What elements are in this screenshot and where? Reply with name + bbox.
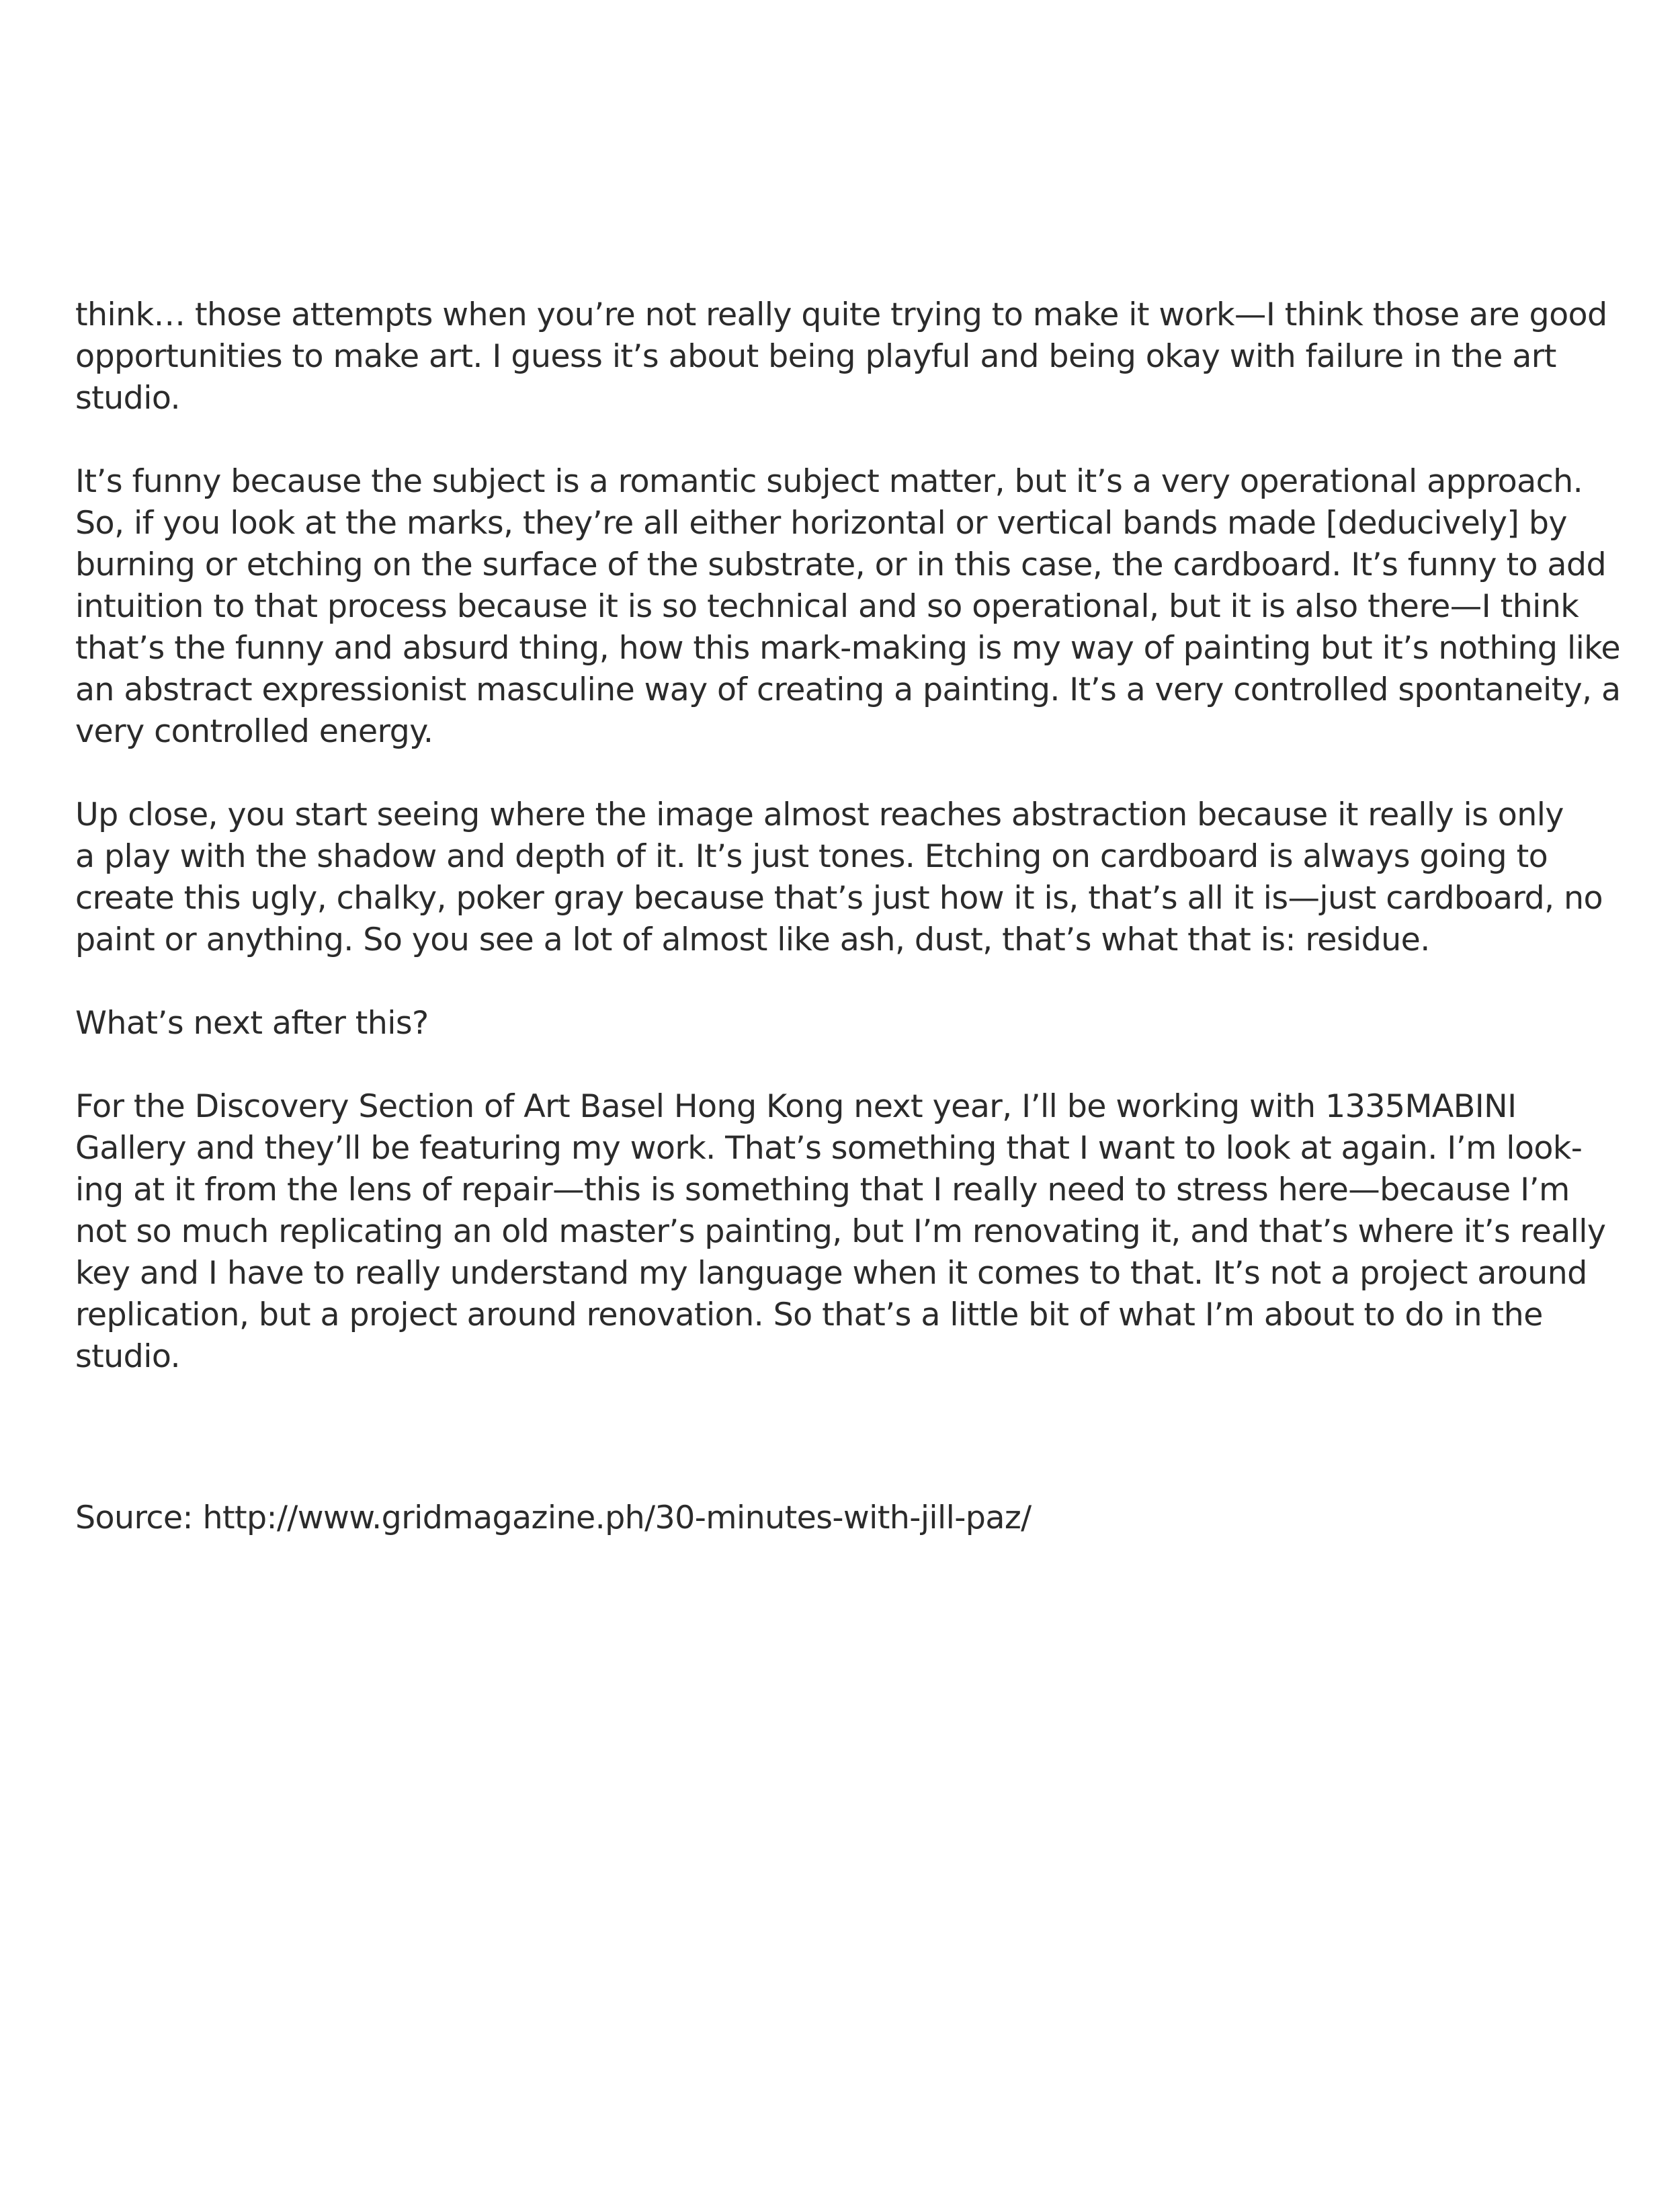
text-line: very controlled energy. [75, 713, 433, 750]
text-line: For the Discovery Section of Art Basel Hong Kong next year, I’ll be working with 1335MABINI [75, 1088, 1517, 1125]
paragraph-2 [75, 461, 1621, 753]
text-line: ing at it from the lens of repair—this is something that I really need to stress here—because I’m [75, 1171, 1570, 1208]
text-line: burning or etching on the surface of the substrate, or in this case, the cardboard. It’s funny to add [75, 546, 1607, 583]
paragraph-spacer [75, 1044, 1621, 1086]
text-line: an abstract expressionist masculine way of creating a painting. It’s a very controlled spontaneity, a [75, 671, 1621, 708]
text-line: that’s the funny and absurd thing, how this mark-making is my way of painting but it’s nothing like [75, 630, 1621, 667]
text-line: not so much replicating an old master’s painting, but I’m renovating it, and that’s where it’s really [75, 1213, 1606, 1250]
text-line: studio. [75, 1338, 180, 1375]
article-body [75, 294, 1621, 1378]
paragraph-spacer [75, 961, 1621, 1003]
text-line: opportunities to make art. I guess it’s about being playful and being okay with failure in the art [75, 338, 1556, 375]
paragraph-5 [75, 1086, 1621, 1378]
paragraph-3 [75, 794, 1621, 961]
text-line: studio. [75, 380, 180, 417]
text-line: replication, but a project around renovation. So that’s a little bit of what I’m about to do in the [75, 1296, 1543, 1333]
source-citation: Source: http://www.gridmagazine.ph/30-minutes-with-jill-paz/ [75, 1499, 1032, 1536]
text-line: Gallery and they’ll be featuring my work. That’s something that I want to look at again. I’m look- [75, 1130, 1583, 1167]
text-line: Up close, you start seeing where the image almost reaches abstraction because it really is only [75, 796, 1564, 833]
text-line: key and I have to really understand my language when it comes to that. It’s not a project around [75, 1255, 1587, 1292]
question-line: What’s next after this? [75, 1005, 429, 1042]
paragraph-spacer [75, 753, 1621, 794]
text-line: intuition to that process because it is so technical and so operational, but it is also there—I think [75, 588, 1579, 625]
paragraph-1 [75, 294, 1621, 419]
text-line: create this ugly, chalky, poker gray because that’s just how it is, that’s all it is—just cardboard, no [75, 880, 1603, 917]
text-line: So, if you look at the marks, they’re all either horizontal or vertical bands made [deducively] by [75, 505, 1567, 542]
text-line: a play with the shadow and depth of it. It’s just tones. Etching on cardboard is always going to [75, 838, 1548, 875]
interview-question [75, 1003, 1621, 1044]
text-line: It’s funny because the subject is a romantic subject matter, but it’s a very operational approach. [75, 463, 1583, 500]
text-line: paint or anything. So you see a lot of almost like ash, dust, that’s what that is: residue. [75, 921, 1430, 958]
paragraph-spacer [75, 419, 1621, 461]
text-line: think… those attempts when you’re not really quite trying to make it work—I think those are good [75, 296, 1607, 333]
